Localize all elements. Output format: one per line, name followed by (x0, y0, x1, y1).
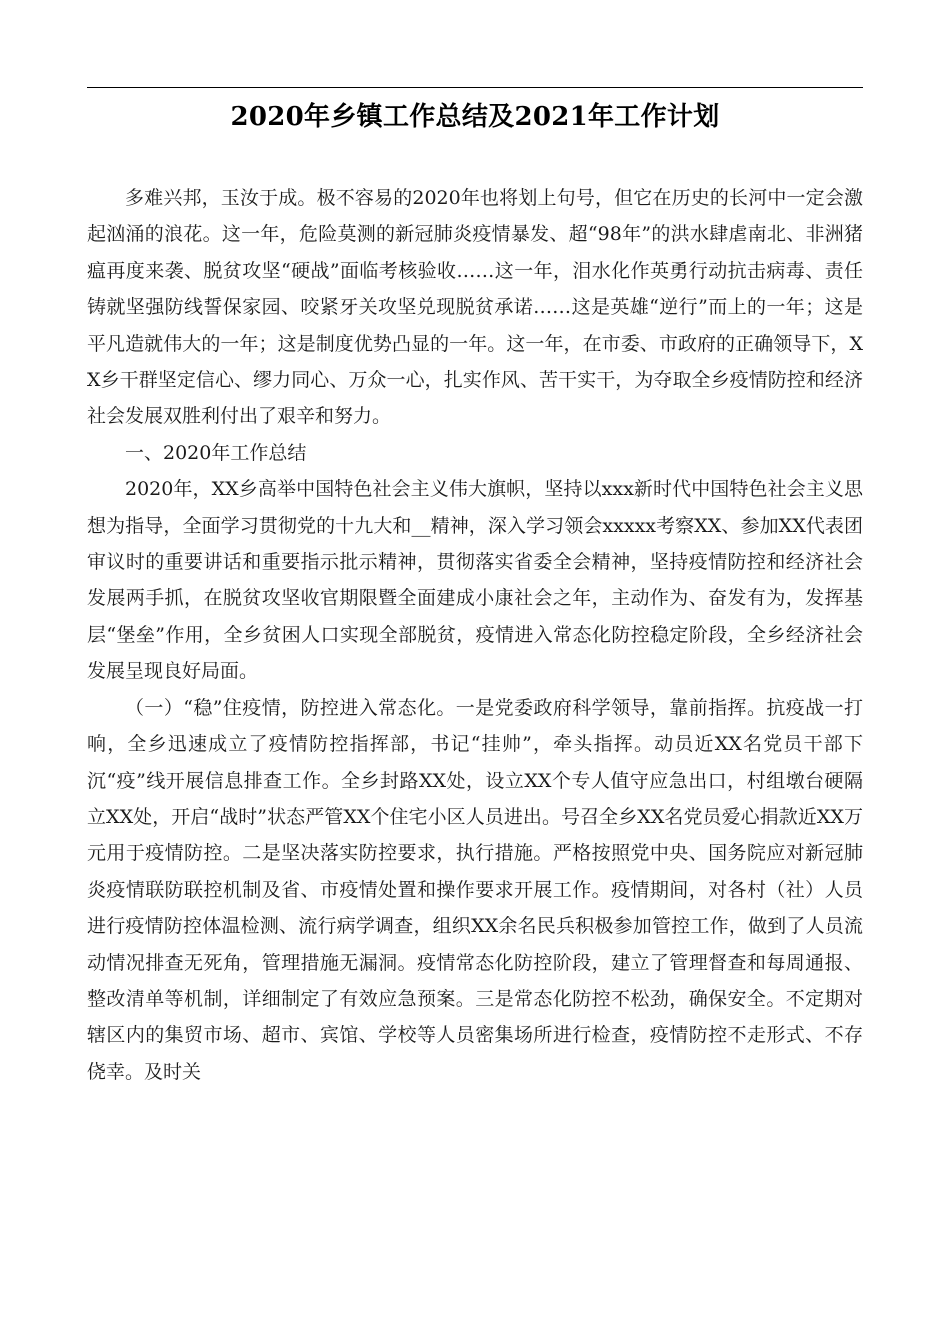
paragraph-intro: 多难兴邦，玉汝于成。极不容易的2020年也将划上句号，但它在历史的长河中一定会激起汹涌的浪花。这一年，危险莫测的新冠肺炎疫情暴发、超“98年”的洪水肆虐南北、非洲猪瘟再度来袭、脱贫攻坚“硬战”面临考核验收……这一年，泪水化作英勇行动抗击病毒、责任铸就坚强防线誓保家园、咬紧牙关攻坚兑现脱贫承诺……这是英雄“逆行”而上的一年；这是平凡造就伟大的一年；这是制度优势凸显的一年。这一年，在市委、市政府的正确领导下，XX乡干群坚定信心、缪力同心、万众一心，扎实作风、苦干实干，为夺取全乡疫情防控和经济社会发展双胜利付出了艰辛和努力。 (87, 187, 863, 428)
section-heading-summary: 一、2020年工作总结 (125, 441, 307, 464)
document-title: 2020年乡镇工作总结及2021年工作计划 (230, 102, 720, 132)
paragraph-overview: 2020年，XX乡高举中国特色社会主义伟大旗帜，坚持以xxx新时代中国特色社会主义思想为指导，全面学习贯彻党的十九大和__精神，深入学习领会xxxxx考察XX、参加XX代表团审议时的重要讲话和重要指示批示精神，贯彻落实省委全会精神，坚持疫情防控和经济社会发展两手抓，在脱贫攻坚收官期限暨全面建成小康社会之年，主动作为、奋发有为，发挥基层“堡垒”作用，全乡贫困人口实现全部脱贫，疫情进入常态化防控稳定阶段，全乡经济社会发展呈现良好局面。 (87, 478, 863, 683)
header-rule (87, 87, 863, 88)
paragraph-epidemic-control: （一）“稳”住疫情，防控进入常态化。一是党委政府科学领导，靠前指挥。抗疫战一打响，全乡迅速成立了疫情防控指挥部，书记“挂帅”，牵头指挥。动员近XX名党员干部下沉“疫”线开展信息排查工作。全乡封路XX处，设立XX个专人值守应急出口，村组墩台硬隔立XX处，开启“战时”状态严管XX个住宅小区人员进出。号召全乡XX名党员爱心捐款近XX万元用于疫情防控。二是坚决落实防控要求，执行措施。严格按照党中央、国务院应对新冠肺炎疫情联防联控机制及省、市疫情处置和操作要求开展工作。疫情期间，对各村（社）人员进行疫情防控体温检测、流行病学调查，组织XX余名民兵积极参加管控工作，做到了人员流动情况排查无死角，管理措施无漏洞。疫情常态化防控阶段，建立了管理督查和每周通报、整改清单等机制，详细制定了有效应急预案。三是常态化防控不松劲，确保安全。不定期对辖区内的集贸市场、超市、宾馆、学校等人员密集场所进行检查，疫情防控不走形式、不存侥幸。及时关 (87, 696, 863, 1083)
document-body (87, 180, 863, 1090)
